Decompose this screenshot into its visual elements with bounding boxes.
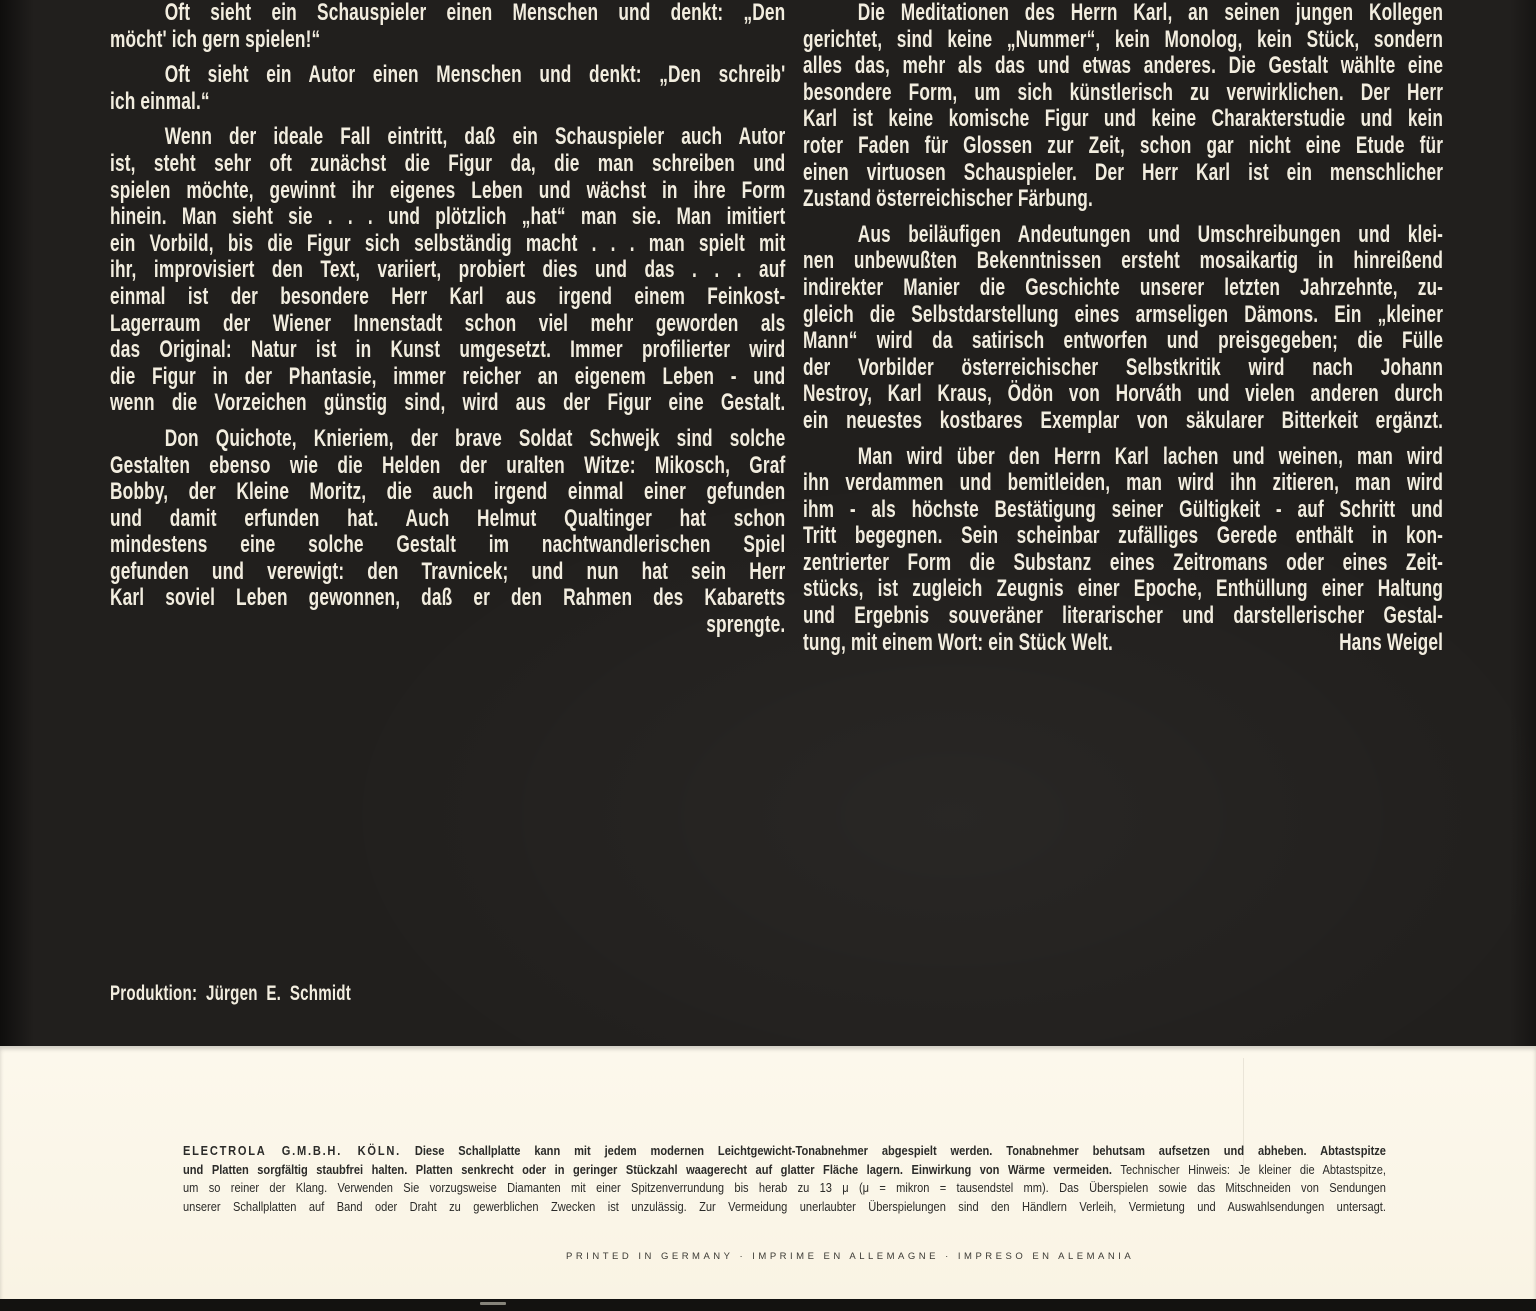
text-line: gerichtet, sind keine „Nummer“, kein Monolog, kein Stück, sondern [803, 25, 1444, 53]
edge-scratch-mark [480, 1302, 506, 1305]
text-line: alles das, mehr als das und etwas anderes. Die Gestalt wählte eine [803, 52, 1444, 80]
text-line: roter Faden für Glossen zur Zeit, schon gar nicht eine Etude für [803, 131, 1444, 159]
text-line: Nestroy, Karl Kraus, Ödön von Horváth und vielen anderen durch [803, 380, 1444, 408]
text-line: besondere Form, um sich künstlerisch zu verwirklichen. Der Herr [803, 78, 1444, 106]
fineprint-segment: ELECTROLA G.M.B.H. KÖLN. [183, 1144, 401, 1158]
text-line: ist, steht sehr oft zunächst die Figur da, die man schreiben und [110, 149, 786, 177]
text-line [803, 630, 1443, 657]
fineprint-segment: um so reiner der Klang. Verwenden Sie vorzugsweise Diamanten mit einer Spitzenverrundung bis herab zu 13 μ (μ = mikron = tausendstel mm). Das Überspielen sowie das Mitschneiden von Sendungen [183, 1181, 1386, 1196]
text-line: und damit erfunden hat. Auch Helmut Qualtinger hat schon [110, 504, 786, 532]
fineprint-segment: Technischer Hinweis: Je kleiner die Abtastspitze, [1120, 1162, 1386, 1177]
text-line: Karl ist keine komische Figur und keine Charakterstudie und kein [803, 105, 1444, 133]
fineprint-line [183, 1179, 1386, 1198]
text-line-left: tung, mit einem Wort: ein Stück Welt. [803, 628, 1113, 656]
text-line: einen virtuosen Schauspieler. Der Herr Karl ist ein menschlicher [803, 158, 1444, 186]
liner-notes-left-column [110, 0, 785, 639]
electrola-fineprint [183, 1142, 1386, 1216]
paragraph [110, 0, 785, 53]
text-line: Lagerraum der Wiener Innenstadt schon viel mehr geworden als [110, 309, 786, 337]
text-line: wenn die Vorzeichen günstig sind, wird aus der Figur eine Gestalt. [110, 389, 786, 417]
text-line: indirekter Manier die Geschichte unserer letzten Jahrzehnte, zu- [803, 273, 1444, 301]
text-line: Wenn der ideale Fall eintritt, daß ein Schauspieler auch Autor [164, 123, 786, 151]
text-line: ein neuestes kostbares Exemplar von säkularer Bitterkeit ergänzt. [803, 406, 1444, 434]
paragraph [803, 222, 1443, 435]
text-line: Mann“ wird da satirisch entworfen und preisgegeben; die Fülle [803, 327, 1444, 355]
text-line: Oft sieht ein Autor einen Menschen und denkt: „Den schreib' [164, 61, 786, 89]
text-line: stücks, ist zugleich Zeugnis einer Epoche, Enthüllung einer Haltung [803, 575, 1444, 603]
paragraph [110, 124, 785, 417]
fineprint-line [183, 1161, 1386, 1180]
fineprint-segment: Diese Schallplatte kann mit jedem modernen Leichtgewicht-Tonabnehmer abgespielt werden. Tonabnehmer behutsam aufsetzen und abheben. Abtastspitze [400, 1144, 1386, 1158]
text-line: ihm - als höchste Bestätigung seiner Gültigkeit - auf Schritt und [803, 495, 1444, 523]
text-line: Man wird über den Herrn Karl lachen und weinen, man wird [857, 442, 1444, 470]
text-line: mindestens eine solche Gestalt im nachtwandlerischen Spiel [110, 531, 786, 559]
text-line: Karl soviel Leben gewonnen, daß er den Rahmen des Kabaretts [110, 584, 786, 612]
text-line: ihr, improvisiert den Text, variiert, probiert dies und das . . . auf [110, 256, 786, 284]
fineprint-segment: und Platten sorgfältig staubfrei halten. Platten senkrecht oder in geringer Stückzahl waagerecht auf glatter Fläche lagern. Einwirkung von Wärme vermeiden. [183, 1162, 1121, 1177]
text-line: Tritt begegnen. Sein scheinbar zufälliges Gerede enthält in kon- [803, 522, 1444, 550]
text-line: gleich die Selbstdarstellung eines armseligen Dämons. Ein „kleiner [803, 300, 1444, 328]
text-line: Gestalten ebenso wie die Helden der uralten Witze: Mikosch, Graf [110, 451, 786, 479]
fineprint-line [183, 1142, 1386, 1161]
text-line: Aus beiläufigen Andeutungen und Umschreibungen und klei- [857, 220, 1444, 248]
text-line: spielen möchte, gewinnt ihr eigenes Leben und wächst in ihre Form [110, 176, 786, 204]
fineprint-segment: unserer Schallplatten auf Band oder Draht zu gewerblichen Zwecken ist unzulässig. Zur Vermeidung unerlaubter Überspielungen sind den Händlern Verleih, Vermietung und Auswahlsendungen untersagt. [183, 1199, 1386, 1214]
paragraph [110, 426, 785, 639]
text-line: zentrierter Form die Substanz eines Zeitromans oder eines Zeit- [803, 548, 1444, 576]
text-line: das Original: Natur ist in Kunst umgesetzt. Immer profilierter wird [110, 336, 786, 364]
text-line: Zustand österreichischer Färbung. [803, 185, 1093, 213]
paragraph [110, 62, 785, 115]
text-line: hinein. Man sieht sie . . . und plötzlich „hat“ man sie. Man imitiert [110, 203, 786, 231]
text-line: möcht' ich gern spielen!“ [110, 25, 321, 53]
text-line: Bobby, der Kleine Moritz, die auch irgend einmal einer gefunden [110, 478, 786, 506]
text-line: der Vorbilder österreichischer Selbstkritik wird nach Johann [803, 353, 1444, 381]
text-line: gefunden und verewigt: den Travnicek; und nun hat sein Herr [110, 557, 786, 585]
text-line: Oft sieht ein Schauspieler einen Menschen und denkt: „Den [164, 0, 786, 26]
text-line: nen unbewußten Bekenntnissen ersteht mosaikartig in hinreißend [803, 247, 1444, 275]
bottom-edge [0, 1299, 1536, 1311]
paragraph [803, 444, 1443, 657]
production-credit: Produktion: Jürgen E. Schmidt [110, 982, 351, 1005]
footer-strip [0, 1046, 1536, 1299]
paragraph [803, 0, 1443, 213]
text-line: ihn verdammen und bemitleiden, man wird ihn zitieren, man wird [803, 469, 1444, 497]
text-line: Don Quichote, Knieriem, der brave Soldat Schwejk sind solche [164, 424, 786, 452]
text-line: sprengte. [706, 611, 786, 639]
liner-notes-right-column [803, 0, 1443, 656]
text-line: und Ergebnis souveräner literarischer und darstellerischer Gestal- [803, 602, 1444, 630]
printed-in-line: PRINTED IN GERMANY · IMPRIME EN ALLEMAGNE · IMPRESO EN ALEMANIA [566, 1251, 1135, 1262]
text-line: ein Vorbild, bis die Figur sich selbständig macht . . . man spielt mit [110, 229, 786, 257]
text-line: Die Meditationen des Herrn Karl, an seinen jungen Kollegen [857, 0, 1444, 26]
text-line: einmal ist der besondere Herr Karl aus irgend einem Feinkost- [110, 282, 786, 310]
fineprint-line [183, 1198, 1386, 1217]
text-line: ich einmal.“ [110, 87, 210, 115]
author-signature: Hans Weigel [1339, 628, 1444, 656]
text-line: die Figur in der Phantasie, immer reicher an eigenem Leben - und [110, 362, 786, 390]
